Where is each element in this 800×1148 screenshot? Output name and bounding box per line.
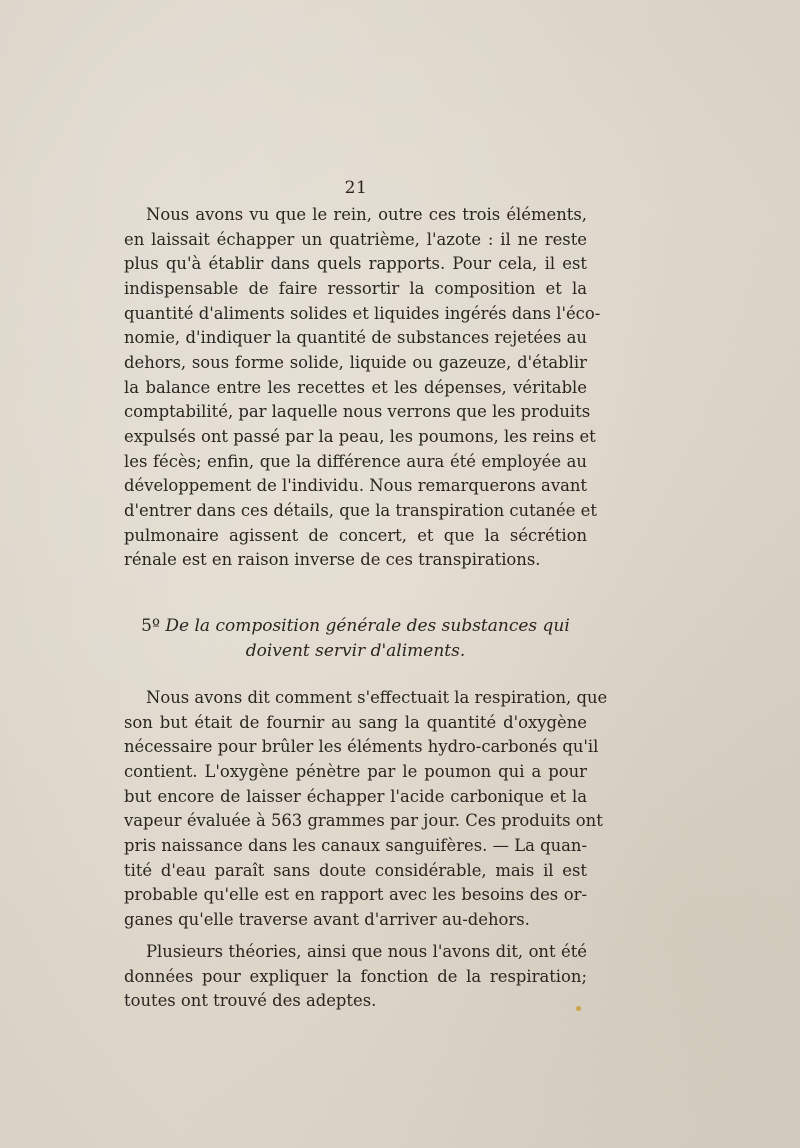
text-line: données pour expliquer la fonction de la respiration; — [124, 966, 587, 986]
text-line: pris naissance dans les canaux sanguifères. — La quan- — [124, 835, 587, 855]
text-line: plus qu'à établir dans quels rapports. Pour cela, il est — [124, 254, 587, 274]
page-number: 21 — [344, 178, 368, 198]
section-number: 5º — [141, 616, 160, 636]
text-line: les fécès; enfin, que la différence aura été employée au — [124, 451, 587, 471]
section-title-part-1: De la composition générale des substances qui — [165, 616, 570, 636]
text-line: Plusieurs théories, ainsi que nous l'avons dit, ont été — [146, 942, 587, 961]
paragraph-3 — [124, 940, 587, 1014]
text-line: ganes qu'elle traverse avant d'arriver au-dehors. — [124, 909, 530, 929]
text-line: développement de l'individu. Nous remarquerons avant — [124, 476, 587, 496]
text-line: dehors, sous forme solide, liquide ou gazeuze, d'établir — [124, 352, 587, 372]
text-line: vapeur évaluée à 563 grammes par jour. Ces produits ont — [124, 811, 603, 831]
text-line: nécessaire pour brûler les éléments hydro-carbonés qu'il — [124, 737, 599, 757]
text-line: probable qu'elle est en rapport avec les besoins des or- — [124, 885, 587, 905]
text-line: contient. L'oxygène pénètre par le poumon qui a pour — [124, 761, 587, 781]
text-line: but encore de laisser échapper l'acide carbonique et la — [124, 786, 587, 806]
text-line: tité d'eau paraît sans doute considérable, mais il est — [124, 860, 587, 880]
text-line: quantité d'aliments solides et liquides ingérés dans l'éco- — [124, 303, 601, 323]
text-line: toutes ont trouvé des adeptes. — [124, 991, 377, 1011]
paragraph-2 — [124, 686, 608, 933]
paper-stain — [576, 1006, 581, 1011]
text-line: en laissait échapper un quatrième, l'azote : il ne reste — [124, 229, 587, 249]
paragraph-1 — [124, 203, 601, 573]
text-line: comptabilité, par laquelle nous verrons que les produits — [124, 402, 591, 422]
text-line: d'entrer dans ces détails, que la transpiration cutanée et — [124, 500, 597, 520]
text-line: la balance entre les recettes et les dépenses, véritable — [124, 377, 587, 397]
section-heading-line-1 — [124, 614, 587, 639]
text-line: Nous avons dit comment s'effectuait la respiration, que — [146, 688, 608, 707]
text-line: indispensable de faire ressortir la composition et la — [124, 278, 587, 298]
text-line: Nous avons vu que le rein, outre ces trois éléments, — [146, 205, 587, 224]
section-heading — [124, 614, 587, 664]
text-line: nomie, d'indiquer la quantité de substances rejetées au — [124, 328, 587, 348]
text-line: expulsés ont passé par la peau, les poumons, les reins et — [124, 426, 596, 446]
section-title-part-2: doivent servir d'aliments. — [245, 641, 466, 661]
text-line: son but était de fournir au sang la quantité d'oxygène — [124, 712, 587, 732]
text-line: rénale est en raison inverse de ces transpirations. — [124, 550, 541, 570]
text-line: pulmonaire agissent de concert, et que la sécrétion — [124, 525, 587, 545]
